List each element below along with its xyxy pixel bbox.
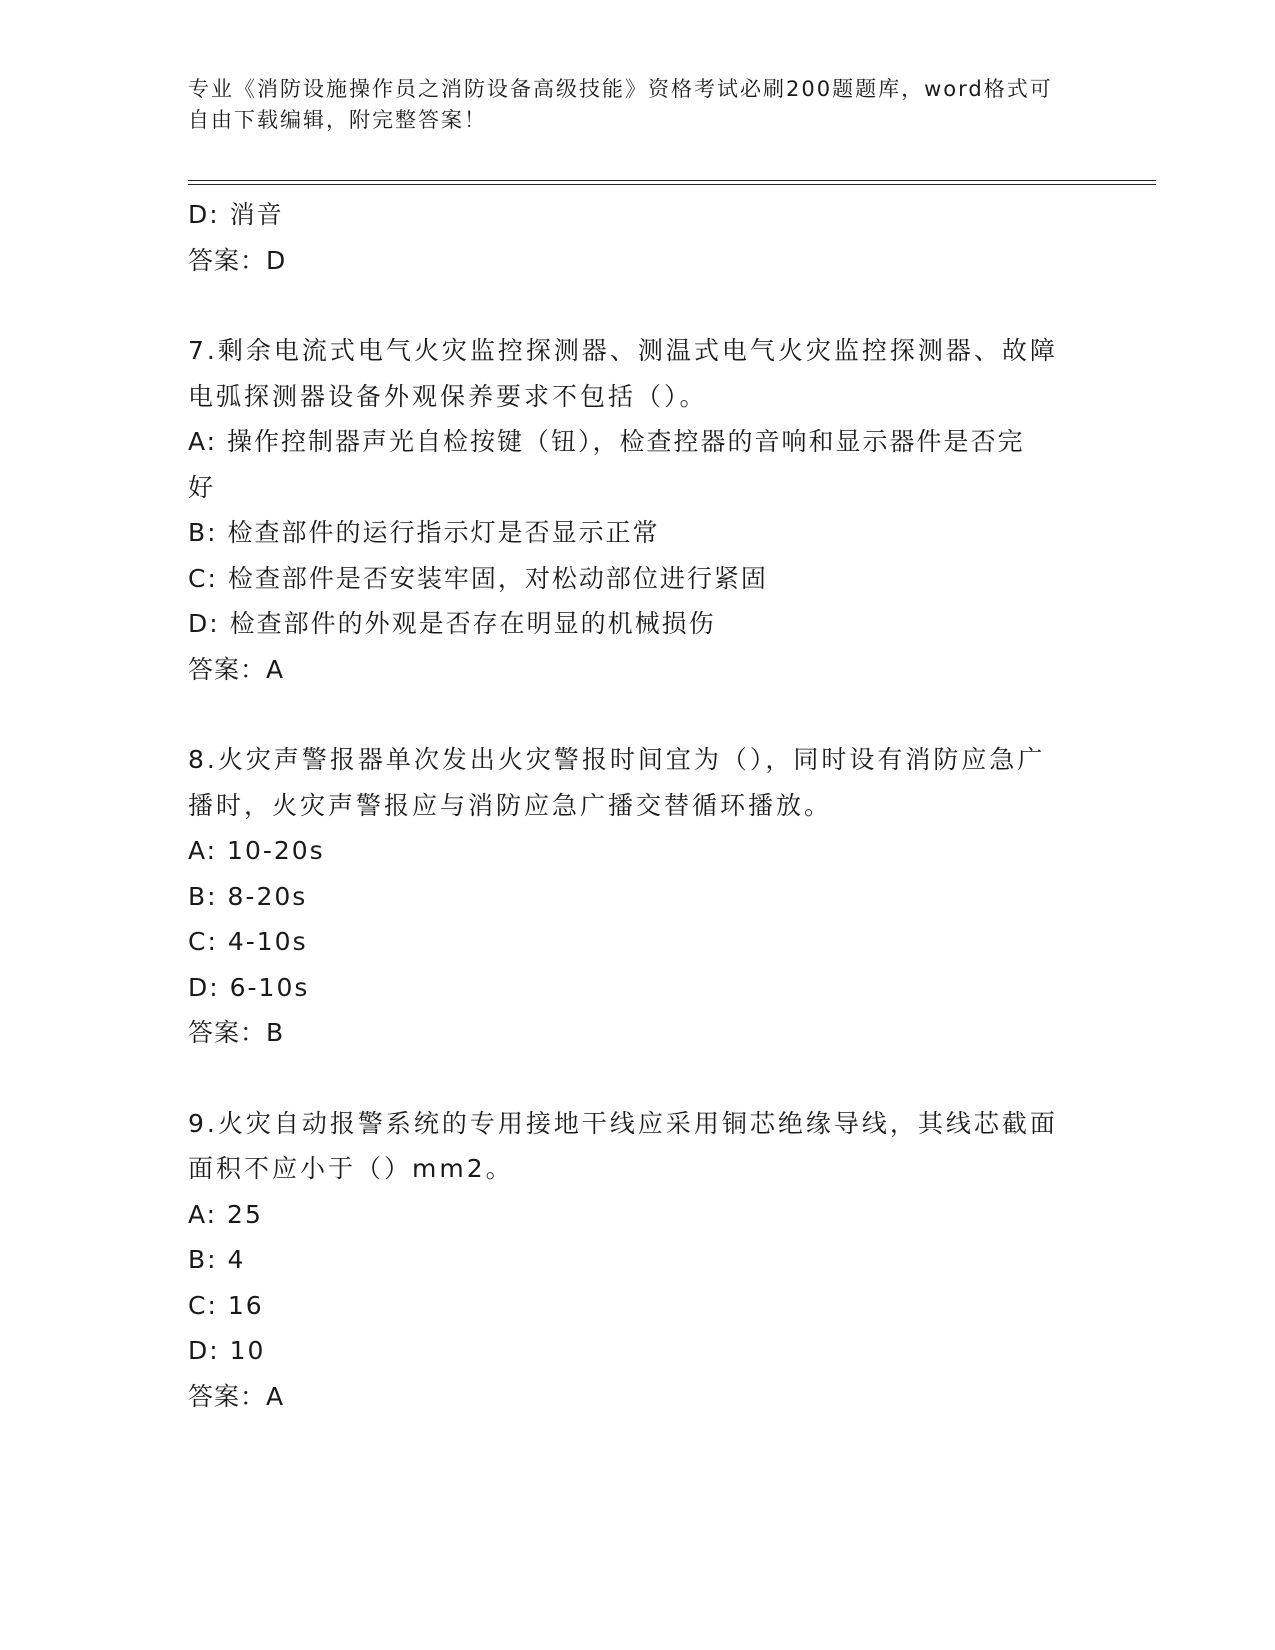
option-c: C: 16 — [188, 1290, 264, 1320]
question-7 — [188, 328, 1088, 692]
header-rule-top — [188, 180, 1156, 181]
option-a: A: 操作控制器声光自检按键（钮），检查控器的音响和显示器件是否完好 — [188, 427, 1025, 502]
option-d: D: 检查部件的外观是否存在明显的机械损伤 — [188, 609, 716, 638]
question-8 — [188, 737, 1088, 1056]
page-header: 专业《消防设施操作员之消防设备高级技能》资格考试必刷200题题库，word格式可自由下载编辑，附完整答案！ — [188, 77, 1053, 132]
previous-question-answer: 答案：D — [188, 245, 287, 275]
previous-question-option-d: D: 消音 — [188, 200, 284, 229]
question-answer: 答案：A — [188, 1381, 285, 1411]
header-rule-bottom — [188, 184, 1156, 185]
document-body — [188, 192, 1088, 1419]
option-d: D: 10 — [188, 1336, 266, 1365]
option-d: D: 6-10s — [188, 972, 310, 1002]
spacer — [188, 692, 1088, 737]
option-c: C: 检查部件是否安装牢固，对松动部位进行紧固 — [188, 563, 768, 593]
question-stem: 7.剩余电流式电气火灾监控探测器、测温式电气火灾监控探测器、故障电弧探测器设备外观保养要求不包括（）。 — [188, 336, 1058, 411]
question-stem: 9.火灾自动报警系统的专用接地干线应采用铜芯绝缘导线，其线芯截面面积不应小于（）mm2。 — [188, 1108, 1058, 1183]
option-b: B: 4 — [188, 1245, 246, 1274]
option-c: C: 4-10s — [188, 927, 308, 956]
option-a: A: 25 — [188, 1199, 263, 1229]
question-9 — [188, 1101, 1088, 1420]
spacer — [188, 283, 1088, 328]
spacer — [188, 1056, 1088, 1101]
question-stem: 8.火灾声警报器单次发出火灾警报时间宜为（），同时设有消防应急广播时，火灾声警报应与消防应急广播交替循环播放。 — [188, 745, 1046, 820]
option-b: B: 检查部件的运行指示灯是否显示正常 — [188, 518, 660, 547]
question-answer: 答案：A — [188, 654, 285, 684]
question-answer: 答案：B — [188, 1018, 285, 1047]
option-a: A: 10-20s — [188, 836, 325, 865]
option-b: B: 8-20s — [188, 881, 308, 911]
